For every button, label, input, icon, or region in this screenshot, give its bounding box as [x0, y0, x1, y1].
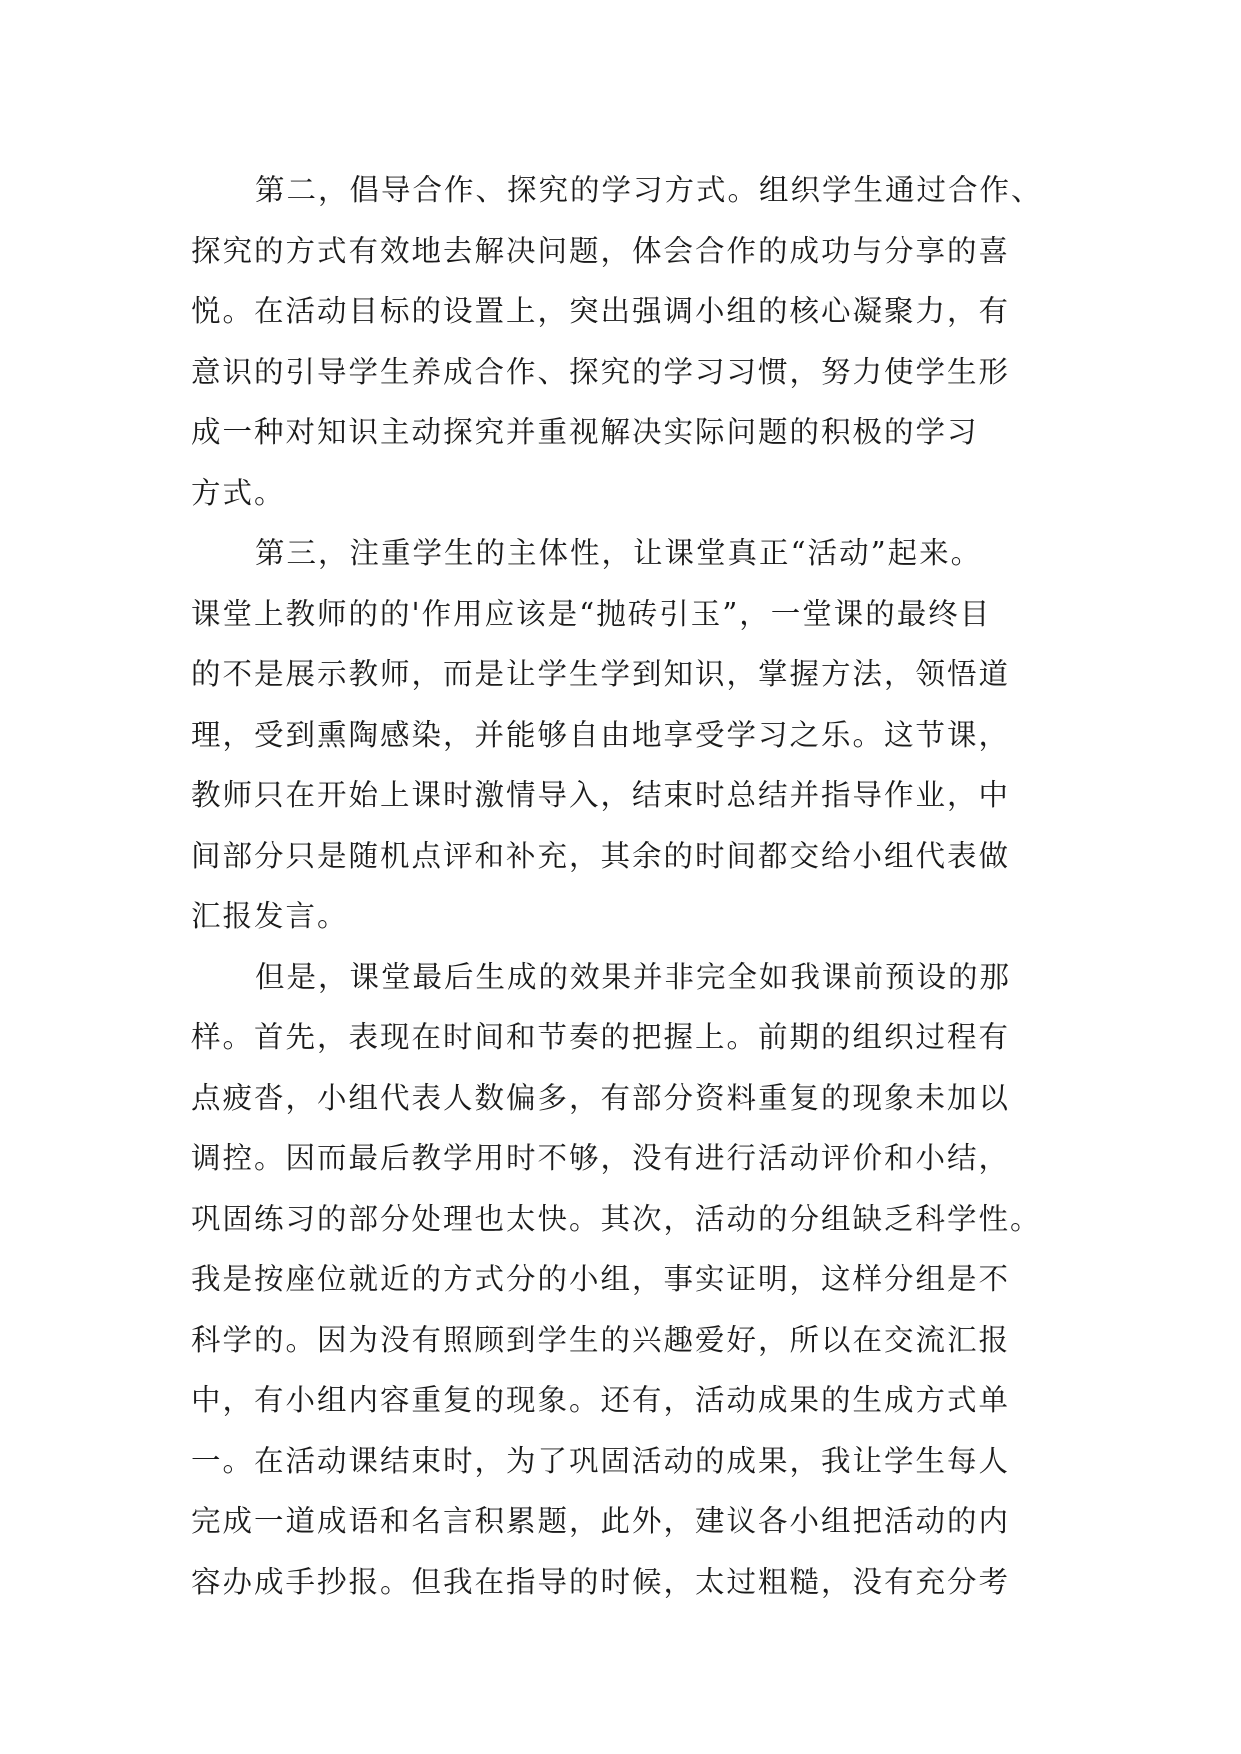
text-line: 意识的引导学生养成合作、探究的学习习惯，努力使学生形 — [191, 354, 1011, 389]
text-line: 一。在活动课结束时，为了巩固活动的成果，我让学生每人 — [191, 1443, 1011, 1478]
text-line: 容办成手抄报。但我在指导的时候，太过粗糙，没有充分考 — [191, 1564, 1011, 1599]
text-line: 成一种对知识主动探究并重视解决实际问题的积极的学习 — [191, 415, 979, 449]
text-line: 科学的。因为没有照顾到学生的兴趣爱好，所以在交流汇报 — [191, 1322, 1011, 1357]
text-line: 教师只在开始上课时激情导入，结束时总结并指导作业，中 — [191, 778, 1011, 812]
paragraph-reflection — [191, 947, 1053, 1613]
text-line: 但是，课堂最后生成的效果并非完全如我课前预设的那 — [255, 959, 1012, 994]
text-line: 第二，倡导合作、探究的学习方式。组织学生通过合作、 — [255, 173, 1043, 207]
text-line: 汇报发言。 — [191, 899, 349, 933]
text-line: 的不是展示教师，而是让学生学到知识，掌握方法，领悟道 — [191, 657, 1011, 691]
text-line: 悦。在活动目标的设置上，突出强调小组的核心凝聚力，有 — [191, 294, 1011, 328]
text-line: 中，有小组内容重复的现象。还有，活动成果的生成方式单 — [191, 1383, 1011, 1417]
text-line: 点疲沓，小组代表人数偏多，有部分资料重复的现象未加以 — [191, 1080, 1011, 1115]
text-line: 完成一道成语和名言积累题，此外，建议各小组把活动的内 — [191, 1504, 1011, 1538]
text-line: 第三，注重学生的主体性，让课堂真正“活动”起来。 — [255, 536, 983, 570]
text-line: 间部分只是随机点评和补充，其余的时间都交给小组代表做 — [191, 838, 1011, 873]
text-line: 我是按座位就近的方式分的小组，事实证明，这样分组是不 — [191, 1262, 1011, 1296]
paragraph-student-subjectivity — [191, 523, 1053, 947]
text-line: 理，受到熏陶感染，并能够自由地享受学习之乐。这节课， — [191, 717, 1011, 752]
text-line: 方式。 — [191, 475, 286, 510]
paragraph-cooperative-learning — [191, 160, 1053, 523]
document-body — [191, 160, 1053, 1612]
text-line: 课堂上教师的的'作用应该是“抛砖引玉”，一堂课的最终目 — [191, 596, 992, 631]
text-line: 调控。因而最后教学用时不够，没有进行活动评价和小结， — [191, 1141, 1011, 1175]
text-line: 样。首先，表现在时间和节奏的把握上。前期的组织过程有 — [191, 1020, 1011, 1054]
text-line: 巩固练习的部分处理也太快。其次，活动的分组缺乏科学性。 — [191, 1201, 1042, 1236]
text-line: 探究的方式有效地去解决问题，体会合作的成功与分享的喜 — [191, 233, 1011, 268]
